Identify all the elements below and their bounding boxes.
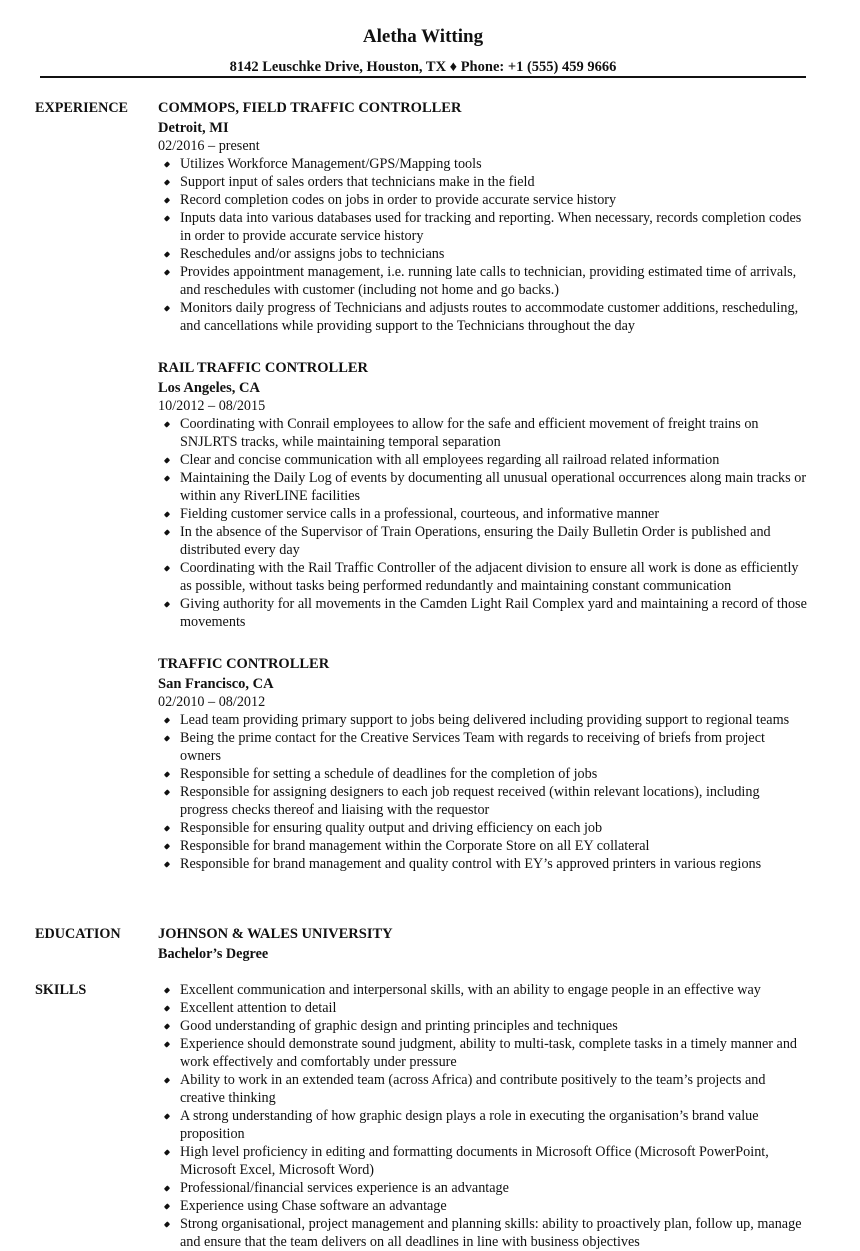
bullet-icon <box>164 1149 170 1155</box>
job-title: TRAFFIC CONTROLLER <box>158 656 330 672</box>
bullet-icon <box>164 601 170 607</box>
list-item: Responsible for assigning designers to each job request received (within relevant locations), including progress checks thereof and liaising with the requestor <box>158 783 808 819</box>
section-label-skills: SKILLS <box>35 982 87 998</box>
list-item: Lead team providing primary support to jobs being delivered including providing support to regional teams <box>158 711 808 729</box>
bullet-icon <box>164 1041 170 1047</box>
list-item: Ability to work in an extended team (across Africa) and contribute positively to the team’s projects and creative thinking <box>158 1071 808 1107</box>
list-item: Experience using Chase software an advantage <box>158 1197 808 1215</box>
bullet-icon <box>164 215 170 221</box>
list-item: Good understanding of graphic design and printing principles and techniques <box>158 1017 808 1035</box>
list-item: Giving authority for all movements in the Camden Light Rail Complex yard and maintaining a record of those movements <box>158 595 808 631</box>
list-item: Professional/financial services experience is an advantage <box>158 1179 808 1197</box>
candidate-name: Aletha Witting <box>362 26 484 47</box>
bullet-icon <box>164 825 170 831</box>
job-entry <box>158 99 808 335</box>
bullet-icon <box>164 987 170 993</box>
list-item: Excellent attention to detail <box>158 999 808 1017</box>
bullet-icon <box>164 197 170 203</box>
job-bullets <box>158 415 808 631</box>
bullet-icon <box>164 475 170 481</box>
bullet-icon <box>164 1203 170 1209</box>
list-item: Fielding customer service calls in a professional, courteous, and informative manner <box>158 505 808 523</box>
degree: Bachelor’s Degree <box>158 946 269 962</box>
bullet-icon <box>164 565 170 571</box>
list-item: Utilizes Workforce Management/GPS/Mapping tools <box>158 155 808 173</box>
list-item: High level proficiency in editing and formatting documents in Microsoft Office (Microsoft PowerPoint, Microsoft Excel, Microsoft Word) <box>158 1143 808 1179</box>
school-name: JOHNSON & WALES UNIVERSITY <box>158 926 393 942</box>
job-title: RAIL TRAFFIC CONTROLLER <box>158 360 369 376</box>
list-item: Experience should demonstrate sound judgment, ability to multi-task, complete tasks in a timely manner and work effectively and comfortably under pressure <box>158 1035 808 1071</box>
bullet-icon <box>164 421 170 427</box>
bullet-icon <box>164 1221 170 1227</box>
list-item: Inputs data into various databases used for tracking and reporting. When necessary, records completion codes in order to provide accurate service history <box>158 209 808 245</box>
bullet-icon <box>164 1185 170 1191</box>
job-dates: 02/2010 – 08/2012 <box>158 694 266 710</box>
list-item: Responsible for ensuring quality output and driving efficiency on each job <box>158 819 808 837</box>
bullet-icon <box>164 717 170 723</box>
list-item: Monitors daily progress of Technicians and adjusts routes to accommodate customer additions, rescheduling, and cancellations while providing support to the Technicians throughout the day <box>158 299 808 335</box>
job-location: Detroit, MI <box>158 120 229 136</box>
experience-body <box>158 99 808 897</box>
job-location: San Francisco, CA <box>158 676 274 692</box>
bullet-icon <box>164 305 170 311</box>
list-item: Coordinating with Conrail employees to allow for the safe and efficient movement of freight trains on SNJLRTS tracks, while maintaining temporal separation <box>158 415 808 451</box>
list-item: Maintaining the Daily Log of events by documenting all unusual operational occurrences along main tracks or within any RiverLINE facilities <box>158 469 808 505</box>
section-label-education: EDUCATION <box>35 926 121 942</box>
job-dates: 02/2016 – present <box>158 138 260 154</box>
list-item: Excellent communication and interpersonal skills, with an ability to engage people in an effective way <box>158 981 808 999</box>
bullet-icon <box>164 511 170 517</box>
bullet-icon <box>164 1113 170 1119</box>
list-item: Strong organisational, project management and planning skills: ability to proactively plan, follow up, manage and ensure that the team delivers on all deadlines in line with business objectives <box>158 1215 808 1251</box>
job-entry <box>158 655 808 873</box>
bullet-icon <box>164 269 170 275</box>
job-entry <box>158 359 808 631</box>
bullet-icon <box>164 161 170 167</box>
bullet-icon <box>164 861 170 867</box>
bullet-icon <box>164 1023 170 1029</box>
bullet-icon <box>164 1077 170 1083</box>
list-item: Responsible for brand management and quality control with EY’s approved printers in various regions <box>158 855 808 873</box>
job-title: COMMOPS, FIELD TRAFFIC CONTROLLER <box>158 100 462 116</box>
bullet-icon <box>164 771 170 777</box>
section-label-experience: EXPERIENCE <box>35 100 129 116</box>
job-location: Los Angeles, CA <box>158 380 260 396</box>
bullet-icon <box>164 457 170 463</box>
education-body <box>158 925 808 963</box>
bullet-icon <box>164 843 170 849</box>
bullet-icon <box>164 251 170 257</box>
list-item: Responsible for setting a schedule of deadlines for the completion of jobs <box>158 765 808 783</box>
list-item: Being the prime contact for the Creative Services Team with regards to receiving of briefs from project owners <box>158 729 808 765</box>
job-bullets <box>158 711 808 873</box>
list-item: Support input of sales orders that technicians make in the field <box>158 173 808 191</box>
list-item: Record completion codes on jobs in order to provide accurate service history <box>158 191 808 209</box>
list-item: Coordinating with the Rail Traffic Controller of the adjacent division to ensure all work is done as efficiently as possible, without tasks being performed redundantly and maintaining constant communication <box>158 559 808 595</box>
contact-line: 8142 Leuschke Drive, Houston, TX ♦ Phone: +1 (555) 459 9666 <box>229 59 617 75</box>
job-bullets <box>158 155 808 335</box>
list-item: Responsible for brand management within the Corporate Store on all EY collateral <box>158 837 808 855</box>
header-divider <box>40 76 806 78</box>
bullet-icon <box>164 1005 170 1011</box>
bullet-icon <box>164 789 170 795</box>
list-item: In the absence of the Supervisor of Train Operations, ensuring the Daily Bulletin Order is published and distributed every day <box>158 523 808 559</box>
job-dates: 10/2012 – 08/2015 <box>158 398 266 414</box>
skills-body <box>158 981 808 1251</box>
bullet-icon <box>164 529 170 535</box>
list-item: Provides appointment management, i.e. running late calls to technician, providing estimated time of arrivals, and reschedules with customer (including not home and go backs.) <box>158 263 808 299</box>
skills-list <box>158 981 808 1251</box>
bullet-icon <box>164 735 170 741</box>
list-item: Clear and concise communication with all employees regarding all railroad related information <box>158 451 808 469</box>
bullet-icon <box>164 179 170 185</box>
list-item: Reschedules and/or assigns jobs to technicians <box>158 245 808 263</box>
list-item: A strong understanding of how graphic design plays a role in executing the organisation’s brand value proposition <box>158 1107 808 1143</box>
